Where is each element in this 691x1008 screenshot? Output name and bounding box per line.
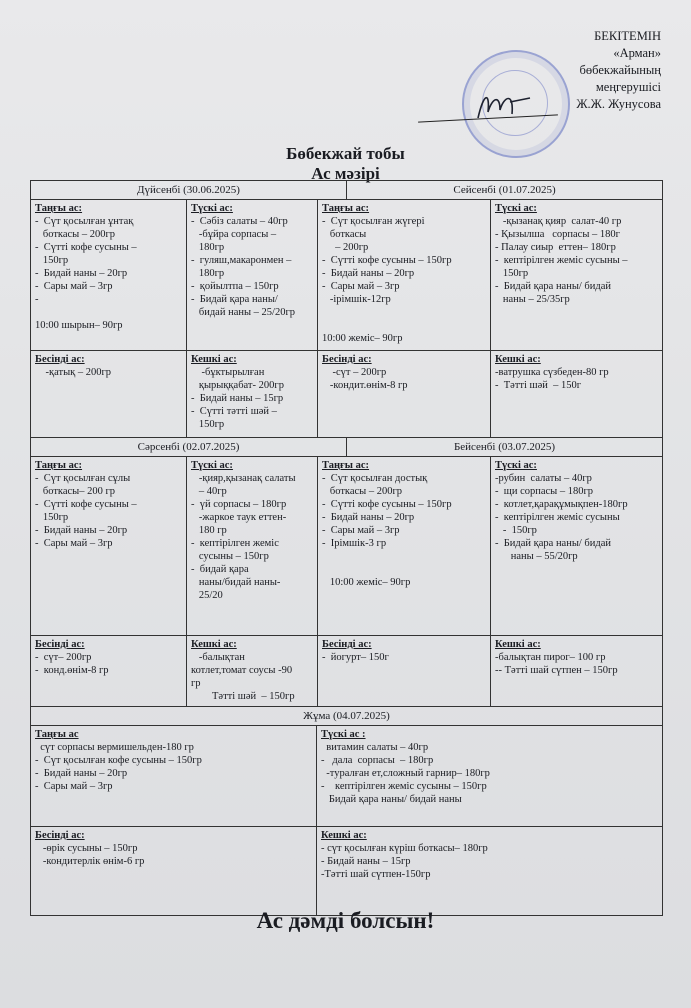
- supper-cell: [186, 351, 317, 437]
- menu-item: - Бидай наны – 15гр: [191, 393, 284, 404]
- menu-item: -: [35, 294, 39, 305]
- menu-item: -- Тәтті шай сүтпен – 150гр: [495, 665, 618, 676]
- day-header: Дүйсенбі (30.06.2025): [137, 184, 240, 196]
- meal-label: Таңғы ас: [35, 729, 79, 740]
- meal-label: Таңғы ас:: [35, 460, 83, 471]
- menu-item: сусыны – 150гр: [191, 551, 269, 562]
- menu-item: - Сүтті кофе сусыны – 150гр: [322, 255, 452, 266]
- menu-item: [322, 319, 486, 332]
- menu-item: - Сүт қосылған достық: [322, 473, 428, 484]
- breakfast-cell: [31, 726, 316, 826]
- menu-item: - Сары май – 3гр: [322, 281, 400, 292]
- menu-item: - Сары май – 3гр: [35, 281, 113, 292]
- lunch-cell: [186, 200, 317, 350]
- meal-label: Бесінді ас:: [322, 639, 372, 650]
- menu-item: - кептірілген жеміс сусыны – 150гр: [321, 781, 487, 792]
- menu-item: - Палау сиыр еттен– 180гр: [495, 242, 616, 253]
- day-header: Жұма (04.07.2025): [303, 710, 390, 722]
- meal-label: Бесінді ас:: [322, 354, 372, 365]
- meal-label: Кешкі ас:: [191, 639, 237, 650]
- menu-item: 10:00 шырын– 90гр: [35, 320, 123, 331]
- menu-item: - Ірімшік-3 гр: [322, 538, 387, 549]
- meal-label: Түскі ас:: [495, 203, 537, 214]
- menu-item: -Тәтті шай сүтпен-150гр: [321, 869, 431, 880]
- supper-cell: [316, 827, 662, 915]
- menu-item: 150гр: [35, 512, 69, 523]
- meal-label: Кешкі ас:: [191, 354, 237, 365]
- day-header: Бейсенбі (03.07.2025): [346, 438, 662, 456]
- menu-item: -бұйра сорпасы –: [191, 229, 277, 240]
- supper-cell: [490, 351, 662, 437]
- menu-item: боткасы – 200гр: [322, 486, 403, 497]
- menu-item: - 150гр: [495, 525, 537, 536]
- meal-label: Түскі ас:: [191, 203, 233, 214]
- snack-cell: [31, 827, 316, 915]
- menu-item: 150гр: [35, 255, 69, 266]
- menu-item: - сүт қосылған күріш боткасы– 180гр: [321, 843, 488, 854]
- menu-item: - бидай қара: [191, 564, 249, 575]
- menu-item: гр: [191, 678, 201, 689]
- menu-item: [322, 550, 486, 563]
- menu-grid: [30, 180, 663, 916]
- menu-item: - сүт– 200гр: [35, 652, 92, 663]
- snack-cell: [317, 636, 490, 706]
- menu-item: - Сүт қосылған ұнтақ: [35, 216, 134, 227]
- menu-item: - Сүт қосылған сұлы: [35, 473, 131, 484]
- menu-item: [322, 306, 486, 319]
- menu-item: котлет,томат соусы -90: [191, 665, 293, 676]
- lunch-cell: [316, 726, 662, 826]
- menu-item: витамин салаты – 40гр: [321, 742, 429, 753]
- menu-item: - конд.өнім-8 гр: [35, 665, 109, 676]
- meal-label: Бесінді ас:: [35, 639, 85, 650]
- menu-item: - Қызылша сорпасы – 180г: [495, 229, 620, 240]
- menu-item: - Сәбіз салаты – 40гр: [191, 216, 288, 227]
- menu-item: - Бидай қара наны/ бидай: [495, 281, 612, 292]
- menu-item: 180гр: [191, 268, 225, 279]
- supper-cell: [490, 636, 662, 706]
- menu-item: боткасы: [322, 229, 367, 240]
- day-header: Сәрсенбі (02.07.2025): [137, 441, 240, 453]
- menu-item: - Сары май – 3гр: [35, 538, 113, 549]
- meal-label: Таңғы ас:: [322, 203, 370, 214]
- meal-label: Түскі ас:: [191, 460, 233, 471]
- menu-item: боткасы – 200гр: [35, 229, 116, 240]
- menu-item: наны – 55/20гр: [495, 551, 578, 562]
- menu-item: - Бидай наны – 20гр: [35, 268, 128, 279]
- approval-line: БЕКІТЕМІН: [594, 29, 661, 43]
- approval-block: [576, 28, 661, 113]
- menu-item: [35, 306, 182, 319]
- menu-item: - Бидай қара наны/ бидай: [495, 538, 612, 549]
- menu-item: бидай наны – 25/20гр: [191, 307, 296, 318]
- menu-item: - үй сорпасы – 180гр: [191, 499, 287, 510]
- menu-item: - Сүтті тәтті шәй –: [191, 406, 277, 417]
- menu-item: -рубин салаты – 40гр: [495, 473, 592, 484]
- menu-item: - Сүт қосылған жүгері: [322, 216, 425, 227]
- breakfast-cell: [31, 457, 186, 635]
- approval-line: Ж.Ж. Жунусова: [576, 97, 661, 111]
- menu-item: - Бидай наны – 20гр: [322, 268, 415, 279]
- menu-item: наны – 25/35гр: [495, 294, 570, 305]
- menu-item: 180гр: [191, 242, 225, 253]
- menu-item: - дала сорпасы – 180гр: [321, 755, 434, 766]
- lunch-cell: [490, 457, 662, 635]
- menu-item: наны/бидай наны-: [191, 577, 281, 588]
- menu-item: - Бидай наны – 20гр: [35, 768, 128, 779]
- menu-item: - Бидай наны – 15гр: [321, 856, 411, 867]
- menu-item: -туралған ет,сложный гарнир– 180гр: [321, 768, 490, 779]
- approval-line: «Арман»: [613, 46, 661, 60]
- menu-item: -қызанақ қияр салат-40 гр: [495, 216, 622, 227]
- breakfast-cell: [317, 457, 490, 635]
- menu-item: 180 гр: [191, 525, 227, 536]
- menu-item: -балықтан пирог– 100 гр: [495, 652, 606, 663]
- approval-line: меңгерушісі: [595, 80, 661, 94]
- snack-cell: [317, 351, 490, 437]
- meal-label: Түскі ас :: [321, 729, 366, 740]
- menu-item: - Бидай қара наны/: [191, 294, 278, 305]
- menu-item: 25/20: [191, 590, 223, 601]
- supper-cell: [186, 636, 317, 706]
- menu-item: -бұктырылған: [191, 367, 265, 378]
- menu-item: - Сүтті кофе сусыны –: [35, 242, 137, 253]
- menu-item: - Тәтті шәй – 150г: [495, 380, 582, 391]
- menu-item: - Бидай наны – 20гр: [35, 525, 128, 536]
- menu-item: – 40гр: [191, 486, 227, 497]
- menu-item: Тәтті шәй – 150гр: [191, 691, 295, 702]
- menu-item: - Бидай наны – 20гр: [322, 512, 415, 523]
- menu-item: - котлет,қарақұмықпен-180гр: [495, 499, 628, 510]
- menu-title: Ас мәзірі: [311, 164, 380, 183]
- menu-item: - Сары май – 3гр: [35, 781, 113, 792]
- menu-item: - Сүт қосылған кофе сусыны – 150гр: [35, 755, 202, 766]
- menu-item: [322, 563, 486, 576]
- meal-label: Бесінді ас:: [35, 354, 85, 365]
- meal-label: Бесінді ас:: [35, 830, 85, 841]
- menu-item: сүт сорпасы вермишельден-180 гр: [35, 742, 194, 753]
- menu-item: - Сүтті кофе сусыны – 150гр: [322, 499, 452, 510]
- meal-label: Түскі ас:: [495, 460, 537, 471]
- footer-wish: Ас дәмді болсын!: [256, 908, 435, 933]
- breakfast-cell: [31, 200, 186, 350]
- menu-item: -өрік сусыны – 150гр: [35, 843, 138, 854]
- menu-item: -сүт – 200гр: [322, 367, 387, 378]
- menu-item: - кептірілген жеміс сусыны: [495, 512, 620, 523]
- group-title: Бөбекжай тобы: [286, 144, 405, 163]
- menu-item: - кептірілген жеміс: [191, 538, 279, 549]
- meal-label: Кешкі ас:: [495, 639, 541, 650]
- menu-item: - Сүтті кофе сусыны –: [35, 499, 137, 510]
- meal-label: Кешкі ас:: [321, 830, 367, 841]
- lunch-cell: [186, 457, 317, 635]
- menu-item: -қияр,қызанақ салаты: [191, 473, 296, 484]
- menu-item: - йогурт– 150г: [322, 652, 389, 663]
- breakfast-cell: [317, 200, 490, 350]
- menu-item: - Сары май – 3гр: [322, 525, 400, 536]
- menu-item: -балықтан: [191, 652, 245, 663]
- approval-line: бөбекжайының: [579, 63, 661, 77]
- menu-item: -кондит.өнім-8 гр: [322, 380, 408, 391]
- snack-cell: [31, 351, 186, 437]
- menu-item: 150гр: [191, 419, 225, 430]
- menu-item: - щи сорпасы – 180гр: [495, 486, 594, 497]
- menu-item: -ватрушка сүзбеден-80 гр: [495, 367, 609, 378]
- menu-item: - кептірілген жеміс сусыны –: [495, 255, 628, 266]
- menu-item: боткасы– 200 гр: [35, 486, 116, 497]
- snack-cell: [31, 636, 186, 706]
- menu-item: қырыққабат- 200гр: [191, 380, 284, 391]
- menu-item: 10:00 жеміс– 90гр: [322, 333, 403, 344]
- meal-label: Кешкі ас:: [495, 354, 541, 365]
- menu-item: - гуляш,макаронмен –: [191, 255, 292, 266]
- menu-item: -жаркое таук еттен-: [191, 512, 287, 523]
- menu-item: -кондитерлік өнім-6 гр: [35, 856, 145, 867]
- menu-item: 150гр: [495, 268, 529, 279]
- meal-label: Таңғы ас:: [35, 203, 83, 214]
- menu-item: -ірімшік-12гр: [322, 294, 391, 305]
- lunch-cell: [490, 200, 662, 350]
- menu-item: -қатық – 200гр: [35, 367, 112, 378]
- menu-item: 10:00 жеміс– 90гр: [322, 577, 411, 588]
- meal-label: Таңғы ас:: [322, 460, 370, 471]
- day-header: Сейсенбі (01.07.2025): [346, 181, 662, 199]
- menu-item: – 200гр: [322, 242, 369, 253]
- menu-item: - қойылтпа – 150гр: [191, 281, 279, 292]
- menu-item: Бидай қара наны/ бидай наны: [321, 794, 462, 805]
